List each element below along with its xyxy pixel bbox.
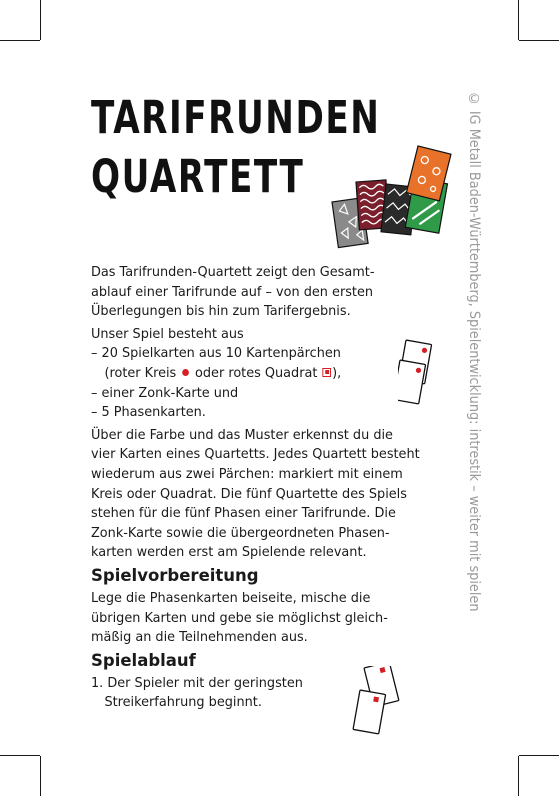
card-stack-icon [326, 138, 466, 258]
crop-mark [0, 40, 40, 41]
text-line: Kreis oder Quadrat. Die fünf Quartette des Spiels [91, 486, 407, 502]
text-line: mäßig an die Teilnehmenden aus. [91, 630, 308, 646]
rules-text [91, 263, 441, 713]
prep-paragraph [91, 589, 441, 648]
step-item: 1. Der Spieler mit der geringsten [91, 675, 303, 691]
crop-mark [519, 40, 559, 41]
text-fragment: (roter Kreis [104, 365, 177, 381]
text-line: Überlegungen bis hin zum Tarifergebnis. [91, 304, 351, 320]
crop-mark [40, 0, 41, 40]
crop-mark [40, 756, 41, 796]
list-item: – 5 Phasenkarten. [91, 405, 206, 421]
red-circle-icon [182, 369, 189, 376]
text-fragment: ), [332, 365, 342, 381]
text-line: Über die Farbe und das Muster erkennst du die [91, 427, 393, 443]
text-line: ablauf einer Tarifrunde auf – von den ersten [91, 284, 374, 300]
text-line: Zonk-Karte sowie die übergeordneten Phasen- [91, 525, 390, 541]
section-heading-prep: Spielvorbereitung [91, 565, 259, 585]
title-line-2: QUARTETT [91, 150, 305, 203]
list-item-sub [91, 364, 427, 384]
explain-paragraph [91, 426, 441, 563]
text-line: übrigen Karten und gebe sie möglichst gleich- [91, 610, 388, 626]
list-item: – einer Zonk-Karte und [91, 385, 239, 401]
contents-list [91, 325, 441, 423]
card-pair-square-icon [352, 666, 408, 736]
title-line-1: TARIFRUNDEN [91, 91, 381, 144]
text-line: stehen für die fünf Phasen einer Tarifrunde. Die [91, 506, 396, 522]
intro-paragraph [91, 263, 441, 322]
crop-mark [519, 755, 559, 756]
step-item-cont: Streikerfahrung beginnt. [104, 695, 262, 711]
crop-mark [518, 756, 519, 796]
text-line: karten werden erst am Spielende relevant. [91, 545, 367, 561]
crop-mark [0, 755, 40, 756]
red-square-icon [322, 368, 331, 377]
text-line: Lege die Phasenkarten beiseite, mische die [91, 590, 371, 606]
card-pair-circle-icon [398, 336, 450, 408]
section-heading-play: Spielablauf [91, 650, 196, 670]
text-fragment: oder rotes Quadrat [195, 365, 318, 381]
text-line: wiederum aus zwei Pärchen: markiert mit einem [91, 466, 403, 482]
contents-lead: Unser Spiel besteht aus [91, 326, 244, 342]
crop-mark [518, 0, 519, 40]
copyright-vertical-text: © IG Metall Baden-Württemberg, Spielentwicklung: intrestik – weiter mit spielen [466, 92, 482, 612]
text-line: vier Karten eines Quartetts. Jedes Quartett besteht [91, 447, 420, 463]
text-line: Das Tarifrunden-Quartett zeigt den Gesamt- [91, 265, 375, 280]
list-item: – 20 Spielkarten aus 10 Kartenpärchen [91, 346, 341, 362]
